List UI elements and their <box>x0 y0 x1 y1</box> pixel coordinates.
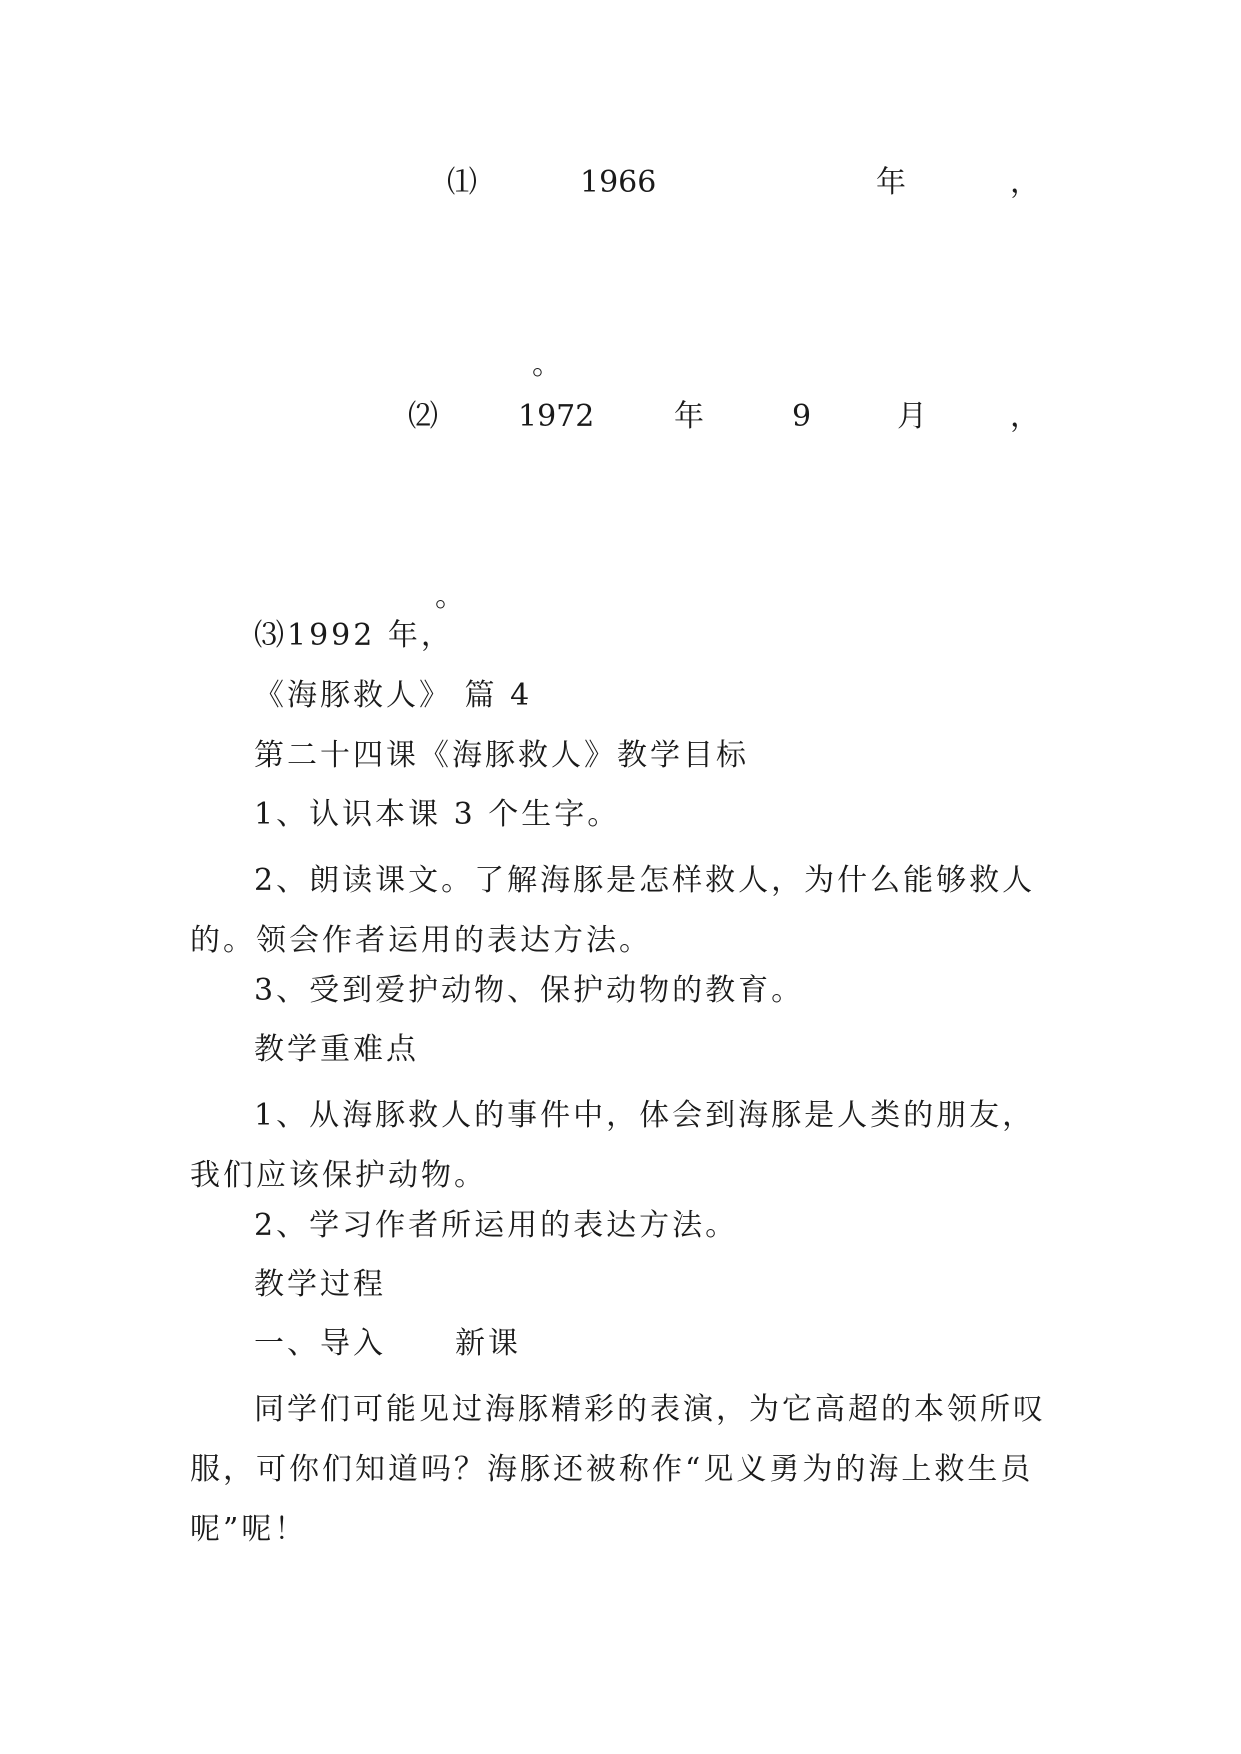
item1-number: ⑴ <box>447 165 477 200</box>
section-title: 《海豚救人》 篇 4 <box>254 678 533 713</box>
item2-month: 9 <box>792 399 812 434</box>
process-heading: 教学过程 <box>254 1267 386 1302</box>
item1-nian: 年 <box>876 165 906 200</box>
key-point-2: 2、学习作者所运用的表达方法。 <box>254 1208 739 1243</box>
item2-comma: ， <box>1010 399 1040 434</box>
item2-year: 1972 <box>518 399 595 434</box>
item2-period: 。 <box>435 579 465 614</box>
item3-text: ⑶1992 年， <box>254 618 454 653</box>
goal-3: 3、受到爱护动物、保护动物的教育。 <box>254 973 805 1008</box>
step1-heading-part1: 一、导入 <box>254 1326 386 1361</box>
key-point-1: 1、从海豚救人的事件中，体会到海豚是人类的朋友，我们应该保护动物。 <box>190 1098 1036 1193</box>
item1-period: 。 <box>532 347 562 382</box>
item1-comma: ， <box>1010 165 1040 200</box>
item2-number: ⑵ <box>408 399 438 434</box>
intro-paragraph: 同学们可能见过海豚精彩的表演，为它高超的本领所叹服，可你们知道吗？海豚还被称作“见义勇为的海上救生员呢”呢！ <box>190 1392 1046 1547</box>
key-points-heading: 教学重难点 <box>254 1032 419 1067</box>
goal-1: 1、认识本课 3 个生字。 <box>254 797 621 832</box>
item2-nian: 年 <box>674 399 704 434</box>
step1-heading-part2: 新课 <box>455 1326 521 1361</box>
item2-yue: 月 <box>897 399 927 434</box>
goal-2: 2、朗读课文。了解海豚是怎样救人，为什么能够救人的。领会作者运用的表达方法。 <box>190 863 1036 958</box>
lesson-title: 第二十四课《海豚救人》教学目标 <box>254 738 749 773</box>
item1-year: 1966 <box>580 165 657 200</box>
